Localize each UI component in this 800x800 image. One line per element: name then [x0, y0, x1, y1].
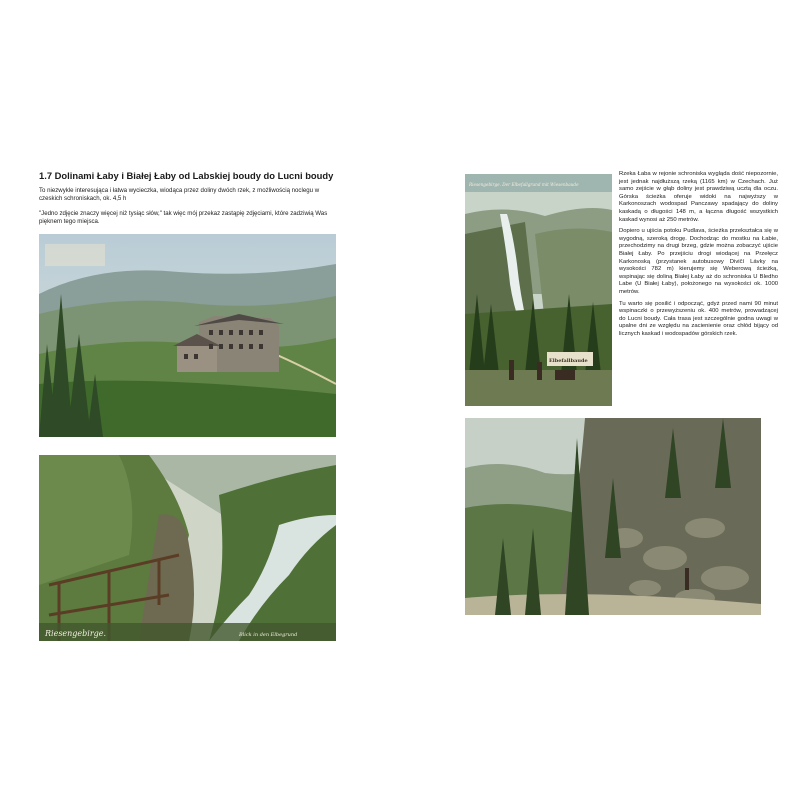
postcard-elbe-valley [39, 455, 336, 641]
photo-caption-left: Riesengebirge. [45, 629, 107, 638]
right-text-column [619, 171, 778, 342]
right-paragraph-2: Dopiero u ujścia potoku Pudlava, ścieżka przekształca się w wygodną, szeroką drogę. Dochodząc do mostku na Łabie, przechodzimy na drugi brzeg, gdzie można zobaczyć ujście Białej Łaby. Po przejściu drogi wiodącej na Przełęcz Karkonoską (przystanek autobusowy Divičí Lávky na wysokości 782 m) kierujemy się Weberową ścieżką, wspinając się doliną Białej Łaby aż do schroniska U Bledho Labe (U Białej Łaby), położonego na wysokości ok. 1000 metrów. [619, 228, 778, 295]
postcard-waterfall [465, 174, 612, 406]
right-paragraph-1: Rzeka Łaba w rejonie schroniska wygląda dość niepozornie, jest jednak najdłuższą rzeką (1165 km) w Czechach. Już samo zejście w głąb doliny jest prawdziwą ucztą dla oczu. Górska ścieżka oferuje widoki na najwyższy w Karkonoszach wodospad Panczawy spadający do doliny kaskadą o długości 148 m, a łączna długość wszystkich kaskad wynosi aż 250 metrów. [619, 171, 778, 223]
section-title: 1.7 Dolinami Łaby i Białej Łaby od Labskiej boudy do Lucni boudy [39, 170, 334, 181]
quote-paragraph: "Jedno zdjęcie znaczy więcej niż tysiąc słów," tak więc mój przekaz zastąpię zdjęciami, które zadziwią Was pięknem tego miejsca. [39, 210, 328, 225]
photo-caption-right: Blick in den Elbegrund [239, 632, 298, 638]
photo-sign: Elbefallbaude [549, 358, 588, 364]
right-paragraph-3: Tu warto się posilić i odpocząć, gdyż przed nami 90 minut wspinaczki o przewyższeniu ok. 400 metrów, prowadzącej do Lucni boudy. Cała trasa jest szczególnie godna uwagi w upalne dni ze względu na zacienienie oraz chłód bijący od licznych kaskad i wodospadów górskich rzek. [619, 300, 778, 337]
photo-caption-top: Riesengebirge. Der Elbefallgrund mit Wiesenbaude [469, 182, 579, 187]
postcard-mountain-hut [39, 234, 336, 437]
postcard-rocky-path [465, 418, 761, 615]
intro-paragraph: To niezwykle interesująca i łatwa wycieczka, wiodąca przez doliny dwóch rzek, z możliwością noclegu w czeskich schroniskach, ok. 4,5 h [39, 187, 320, 202]
